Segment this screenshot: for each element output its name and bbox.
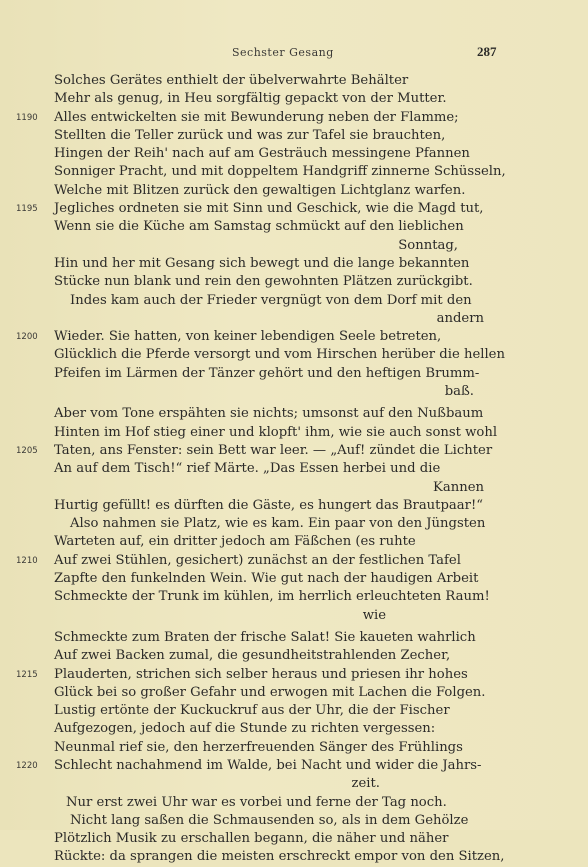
verse-line	[0, 684, 588, 702]
verse-line	[0, 218, 588, 236]
verse-line	[0, 739, 588, 757]
verse-line	[0, 292, 588, 310]
verse-line	[0, 383, 588, 401]
verse-text: baß.	[444, 384, 474, 400]
verse-text: Auf zwei Backen zumal, die gesundheitstrahlenden Zecher,	[54, 648, 451, 664]
verse-line	[0, 163, 588, 181]
verse-text: Rückte: da sprangen die meisten erschreckt empor von den Sitzen,	[54, 849, 505, 865]
verse-line	[0, 479, 588, 497]
verse-text: Stücke nun blank und rein den gewohnten Plätzen zurückgibt.	[54, 274, 473, 290]
verse-text: Pfeifen im Lärmen der Tänzer gehört und den heftigen Brumm-	[54, 365, 480, 381]
verse-line	[0, 365, 588, 383]
verse-text: Plötzlich Musik zu erschallen begann, die näher und näher	[54, 831, 449, 847]
verse-text: zeit.	[351, 776, 380, 792]
line-number: 1190	[16, 112, 38, 123]
verse-text: Lustig ertönte der Kuckuckruf aus der Uhr, die der Fischer	[54, 703, 450, 719]
verse-line	[0, 255, 588, 273]
page-header	[0, 44, 588, 64]
verse-line	[0, 109, 588, 127]
verse-line	[0, 830, 588, 848]
verse-text: andern	[436, 310, 484, 326]
verse-text: Sonniger Pracht, und mit doppeltem Handgriff zinnerne Schüsseln,	[54, 164, 506, 180]
verse-text: Sonntag,	[398, 237, 458, 253]
verse-line	[0, 497, 588, 515]
verse-text: wie	[362, 607, 386, 623]
verse-line	[0, 757, 588, 775]
verse-line	[0, 647, 588, 665]
verse-text: Warteten auf, ein dritter jedoch am Fäßchen (es ruhte	[54, 534, 416, 550]
verse-line	[0, 848, 588, 866]
verse-line	[0, 570, 588, 588]
page-number: 287	[477, 44, 497, 59]
line-number: 1215	[16, 669, 38, 680]
verse-text: Schmeckte zum Braten der frische Salat! Sie kaueten wahrlich	[54, 629, 476, 645]
line-number: 1210	[16, 555, 38, 566]
line-number: 1220	[16, 760, 38, 771]
verse-text: Alles entwickelten sie mit Bewunderung neben der Flamme;	[54, 109, 459, 125]
verse-text: Schmeckte der Trunk im kühlen, im herrlich erleuchteten Raum!	[54, 589, 490, 605]
verse-line	[0, 405, 588, 423]
verse-line	[0, 442, 588, 460]
verse-line	[0, 145, 588, 163]
verse-text: Also nahmen sie Platz, wie es kam. Ein paar von den Jüngsten	[70, 516, 486, 532]
verse-text: Jegliches ordneten sie mit Sinn und Geschick, wie die Magd tut,	[54, 201, 484, 217]
verse-text: Welche mit Blitzen zurück den gewaltigen Lichtglanz warfen.	[54, 182, 466, 198]
verse-text: Indes kam auch der Frieder vergnügt von dem Dorf mit den	[70, 292, 472, 308]
line-number: 1195	[16, 204, 38, 215]
verse-text: Neunmal rief sie, den herzerfreuenden Sänger des Frühlings	[54, 739, 463, 755]
verse-line	[0, 666, 588, 684]
verse-line	[0, 127, 588, 145]
verse-text: Nicht lang saßen die Schmausenden so, als in dem Gehölze	[70, 812, 469, 828]
verse-line	[0, 72, 588, 90]
verse-text: Mehr als genug, in Heu sorgfältig gepackt von der Mutter.	[54, 91, 447, 107]
verse-text: Auf zwei Stühlen, gesichert) zunächst an der festlichen Tafel	[54, 552, 461, 568]
verse-line	[0, 702, 588, 720]
verse-line	[0, 812, 588, 830]
verse-text: Wieder. Sie hatten, von keiner lebendigen Seele betreten,	[54, 329, 442, 345]
verse-line	[0, 533, 588, 551]
verse-text: Nur erst zwei Uhr war es vorbei und ferne der Tag noch.	[66, 794, 447, 810]
verse-text: Glücklich die Pferde versorgt und vom Hirschen herüber die hellen	[54, 347, 505, 363]
verse-line	[0, 515, 588, 533]
verse-line	[0, 328, 588, 346]
verse-text: Hingen der Reih' nach auf am Gesträuch messingene Pfannen	[54, 146, 470, 162]
verse-line	[0, 552, 588, 570]
verse-line	[0, 629, 588, 647]
verse-line	[0, 775, 588, 793]
verse-text: Aufgezogen, jedoch auf die Stunde zu richten vergessen:	[54, 721, 436, 737]
verse-text: Plauderten, strichen sich selber heraus und priesen ihr hohes	[54, 666, 468, 682]
verse-text: Aber vom Tone erspähten sie nichts; umsonst auf den Nußbaum	[54, 406, 484, 422]
verse-line	[0, 424, 588, 442]
verse-line	[0, 720, 588, 738]
verse-line	[0, 273, 588, 291]
verse-text: Taten, ans Fenster: sein Bett war leer. — „Auf! zündet die Lichter	[54, 442, 493, 458]
verse-line	[0, 588, 588, 606]
poem-text	[0, 72, 588, 867]
line-number: 1200	[16, 332, 38, 343]
verse-text: Hinten im Hof stieg einer und klopft' ihm, wie sie auch sonst wohl	[54, 424, 498, 440]
verse-text: Schlecht nachahmend im Walde, bei Nacht und wider die Jahrs-	[54, 757, 482, 773]
verse-line	[0, 460, 588, 478]
verse-text: Hurtig gefüllt! es dürften die Gäste, es hungert das Brautpaar!“	[54, 497, 483, 513]
verse-text: An auf dem Tisch!“ rief Märte. „Das Essen herbei und die	[54, 461, 441, 477]
verse-line	[0, 794, 588, 812]
verse-line	[0, 200, 588, 218]
verse-text: Wenn sie die Küche am Samstag schmückt auf den lieblichen	[54, 219, 464, 235]
running-title: Sechster Gesang	[232, 46, 334, 59]
verse-line	[0, 237, 588, 255]
verse-text: Glück bei so großer Gefahr und erwogen mit Lachen die Folgen.	[54, 684, 486, 700]
verse-line	[0, 310, 588, 328]
verse-line	[0, 346, 588, 364]
verse-text: Hin und her mit Gesang sich bewegt und die lange bekannten	[54, 255, 470, 271]
verse-line	[0, 182, 588, 200]
verse-text: Solches Gerätes enthielt der übelverwahrte Behälter	[54, 73, 409, 88]
verse-text: Kannen	[433, 479, 484, 495]
verse-line	[0, 607, 588, 625]
line-number: 1205	[16, 445, 38, 456]
verse-text: Zapfte den funkelnden Wein. Wie gut nach der haudigen Arbeit	[54, 571, 479, 587]
verse-line	[0, 90, 588, 108]
verse-text: Stellten die Teller zurück und was zur Tafel sie brauchten,	[54, 127, 446, 143]
